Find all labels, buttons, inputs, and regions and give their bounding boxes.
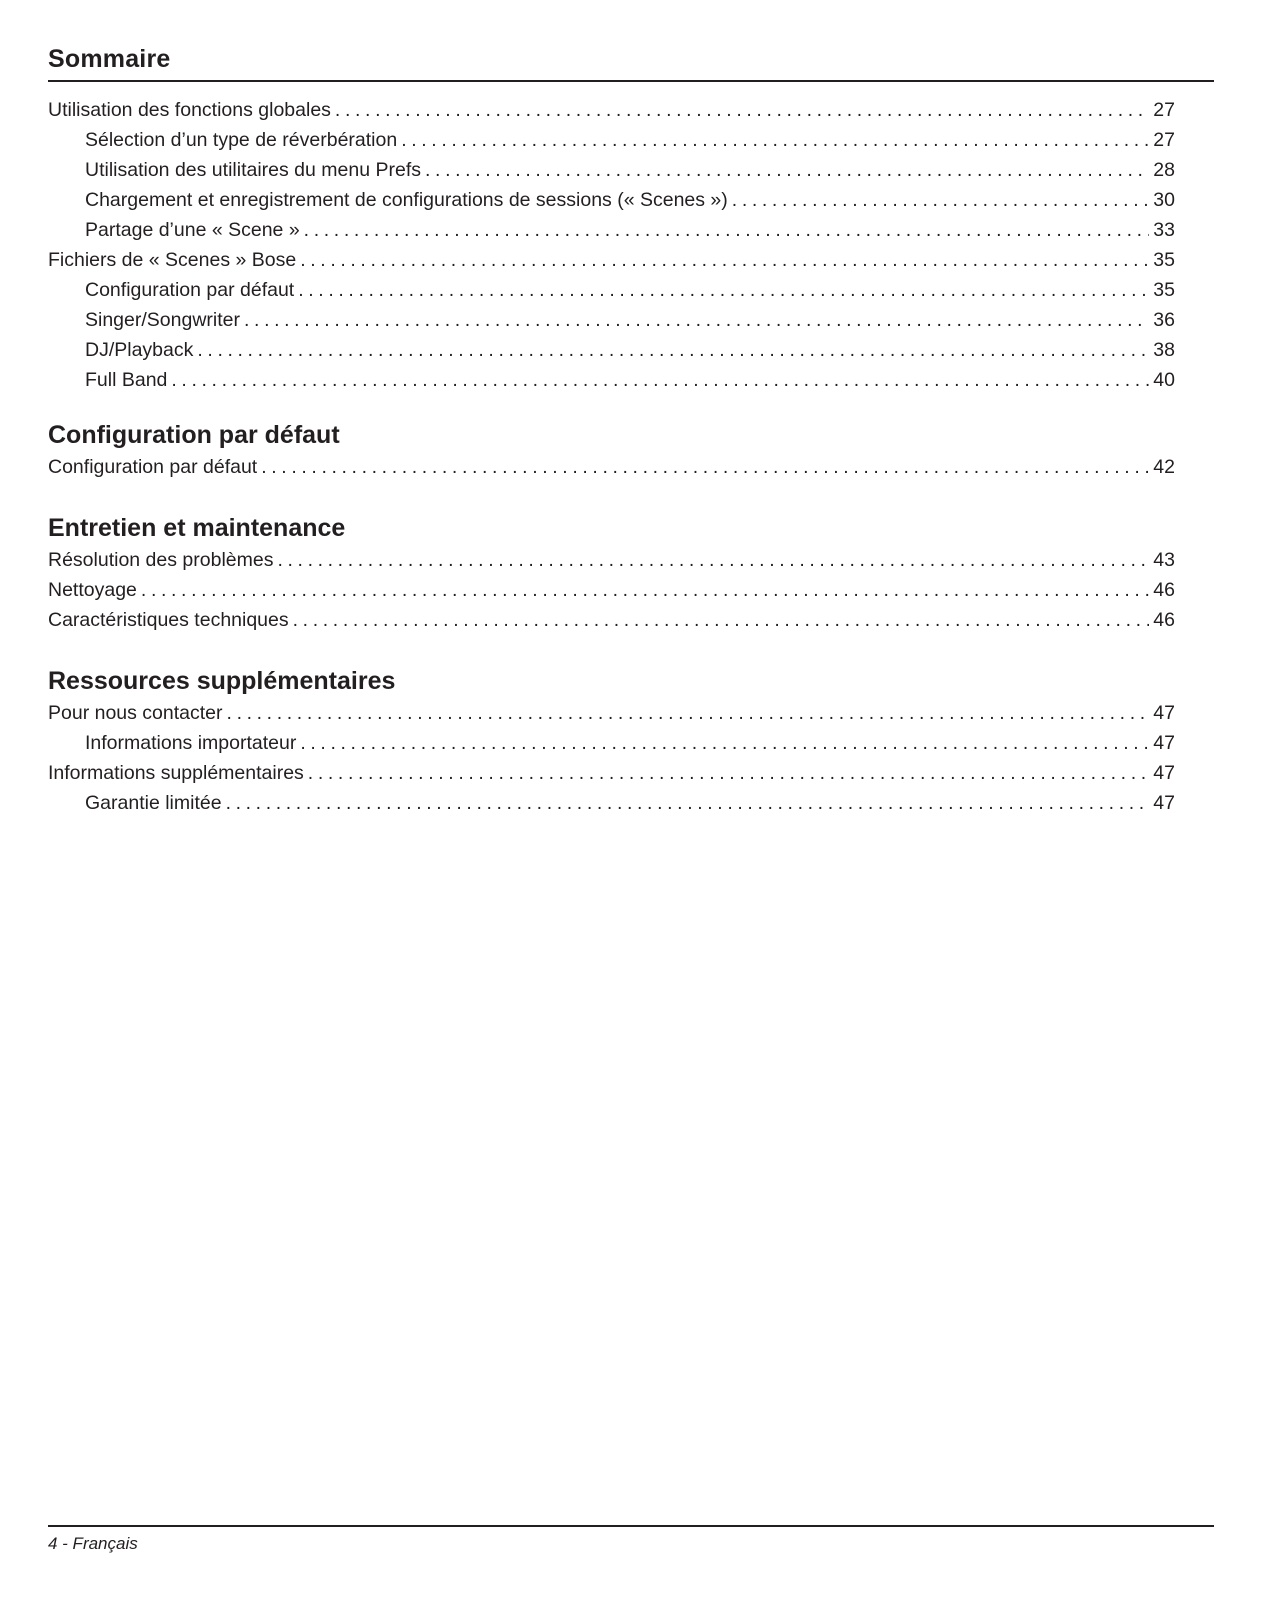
toc-entry[interactable] [48,545,1175,575]
toc-entry-label: Garantie limitée [85,792,222,814]
section-heading: Entretien et maintenance [48,514,346,542]
toc-entry-label: Informations supplémentaires [48,762,304,784]
toc-entry-page: 40 [1153,369,1175,391]
dot-leader [293,605,1150,635]
toc-entry[interactable] [48,245,1175,275]
toc-entry-page: 36 [1153,309,1175,331]
toc-entry-page: 27 [1153,99,1175,121]
toc-entry-label: Utilisation des utilitaires du menu Prefs [85,159,421,181]
toc-section-default-config [48,418,1175,482]
toc-entry-label: Sélection d’un type de réverbération [85,129,398,151]
toc-entry-label: Caractéristiques techniques [48,609,289,631]
toc-entry-label: DJ/Playback [85,339,194,361]
toc-entry[interactable] [48,452,1175,482]
toc-section-global [48,95,1175,395]
toc-entry-list [48,545,1175,635]
dot-leader [171,365,1149,395]
toc-section-maintenance [48,511,1175,635]
toc-entry-list [48,452,1175,482]
toc-entry-label: Configuration par défaut [48,456,258,478]
toc-entry[interactable] [48,605,1175,635]
toc-entry-page: 47 [1153,732,1175,754]
toc-entry-page: 28 [1153,159,1175,181]
toc-entry-label: Configuration par défaut [85,279,295,301]
toc-entry-list [48,698,1175,818]
dot-leader [197,335,1149,365]
toc-entry-page: 30 [1153,189,1175,211]
dot-leader [732,185,1150,215]
toc-entry-list [48,95,1175,395]
toc-entry[interactable] [48,305,1175,335]
page-footer: 4 - Français [48,1534,138,1553]
toc-title: Sommaire [48,45,171,73]
toc-section-resources [48,664,1175,818]
toc-entry[interactable] [48,155,1175,185]
toc-entry[interactable] [48,728,1175,758]
title-rule [48,80,1214,82]
dot-leader [304,215,1150,245]
toc-entry[interactable] [48,185,1175,215]
toc-entry-page: 42 [1153,456,1175,478]
dot-leader [244,305,1149,335]
toc-entry-page: 47 [1153,762,1175,784]
toc-entry-label: Nettoyage [48,579,137,601]
dot-leader [308,758,1150,788]
toc-entry-label: Chargement et enregistrement de configurations de sessions (« Scenes ») [85,189,728,211]
footer-rule [48,1525,1214,1527]
toc-entry-page: 43 [1153,549,1175,571]
toc-entry-page: 35 [1153,279,1175,301]
toc-entry-label: Informations importateur [85,732,297,754]
toc-entry[interactable] [48,215,1175,245]
toc-entry-label: Fichiers de « Scenes » Bose [48,249,297,271]
toc-entry[interactable] [48,335,1175,365]
toc-entry-label: Résolution des problèmes [48,549,274,571]
toc-entry[interactable] [48,275,1175,305]
toc-entry[interactable] [48,788,1175,818]
dot-leader [425,155,1149,185]
dot-leader [141,575,1149,605]
toc-entry-page: 33 [1153,219,1175,241]
toc-entry-page: 27 [1153,129,1175,151]
toc-entry[interactable] [48,365,1175,395]
dot-leader [300,245,1149,275]
toc-entry[interactable] [48,698,1175,728]
toc-entry-label: Pour nous contacter [48,702,223,724]
toc-entry[interactable] [48,125,1175,155]
toc-entry-label: Utilisation des fonctions globales [48,99,331,121]
section-heading: Configuration par défaut [48,421,340,449]
dot-leader [298,275,1149,305]
toc-entry-page: 35 [1153,249,1175,271]
dot-leader [300,728,1149,758]
toc-entry-label: Partage d’une « Scene » [85,219,300,241]
toc-entry-label: Full Band [85,369,168,391]
toc-entry[interactable] [48,575,1175,605]
toc-entry-page: 47 [1153,792,1175,814]
dot-leader [335,95,1149,125]
toc-entry-page: 46 [1153,579,1175,601]
dot-leader [261,452,1149,482]
section-heading: Ressources supplémentaires [48,667,396,695]
toc-entry[interactable] [48,95,1175,125]
dot-leader [277,545,1149,575]
dot-leader [227,698,1150,728]
dot-leader [401,125,1149,155]
dot-leader [226,788,1150,818]
toc-entry-page: 46 [1153,609,1175,631]
toc-entry-page: 47 [1153,702,1175,724]
toc-entry-label: Singer/Songwriter [85,309,240,331]
toc-entry[interactable] [48,758,1175,788]
toc-entry-page: 38 [1153,339,1175,361]
